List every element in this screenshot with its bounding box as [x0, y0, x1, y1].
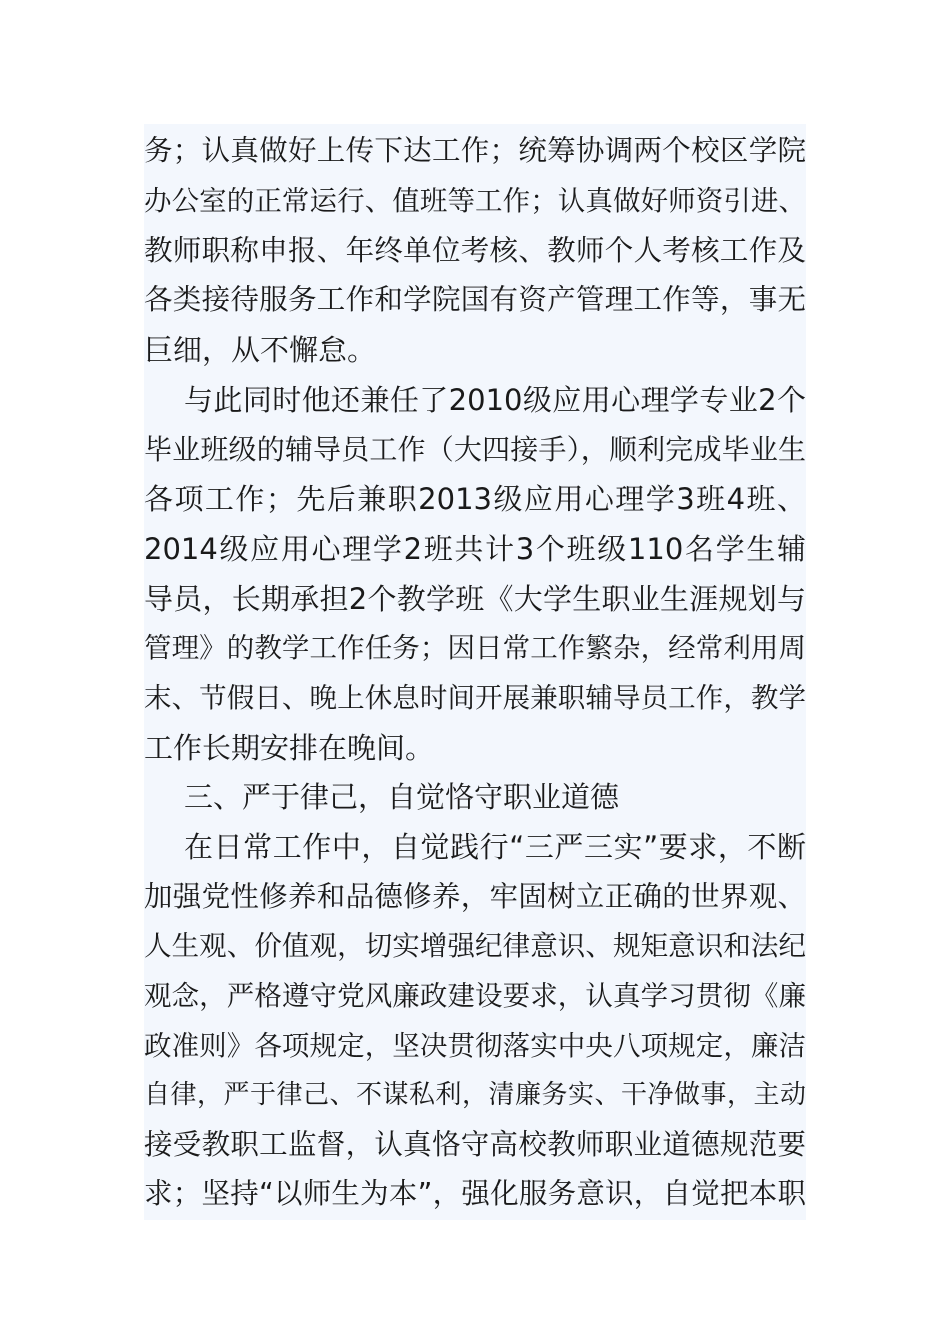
text-line: 政准则》各项规定，坚决贯彻落实中央八项规定，廉洁	[144, 1030, 806, 1062]
text-line: 末、节假日、晚上休息时间开展兼职辅导员工作，教学	[144, 682, 806, 714]
text-line: 接受教职工监督，认真恪守高校教师职业道德规范要	[144, 1128, 806, 1161]
text-line: 管理》的教学工作任务；因日常工作繁杂，经常利用周	[144, 632, 806, 664]
text-line: 自律，严于律己、不谋私利，清廉务实、干净做事，主动	[144, 1080, 806, 1110]
section-heading: 三、严于律己，自觉恪守职业道德	[184, 780, 620, 814]
text-line: 毕业班级的辅导员工作（大四接手），顺利完成毕业生	[144, 433, 806, 466]
text-line: 求；坚持“以师生为本”，强化服务意识，自觉把本职	[144, 1177, 806, 1210]
text-line: 导员，长期承担2个教学班《大学生职业生涯规划与	[144, 582, 806, 616]
text-line: 巨细，从不懈怠。	[144, 333, 377, 367]
text-line: 观念，严格遵守党风廉政建设要求，认真学习贯彻《廉	[144, 980, 806, 1012]
text-line: 工作长期安排在晚间。	[144, 731, 435, 765]
text-line: 在日常工作中，自觉践行“三严三实”要求，不断	[184, 830, 806, 864]
text-line: 2014级应用心理学2班共计3个班级110名学生辅	[144, 532, 806, 566]
text-line: 各项工作；先后兼职2013级应用心理学3班4班、	[144, 482, 806, 516]
text-line: 人生观、价值观，切实增强纪律意识、规矩意识和法纪	[144, 930, 806, 962]
text-line: 加强党性修养和品德修养，牢固树立正确的世界观、	[144, 880, 806, 913]
document-body	[144, 124, 806, 1220]
text-line: 办公室的正常运行、值班等工作；认真做好师资引进、	[144, 185, 806, 217]
text-line: 与此同时他还兼任了2010级应用心理学专业2个	[184, 383, 806, 417]
text-line: 各类接待服务工作和学院国有资产管理工作等，事无	[144, 283, 806, 316]
text-line: 教师职称申报、年终单位考核、教师个人考核工作及	[144, 234, 806, 267]
text-line: 务；认真做好上传下达工作；统筹协调两个校区学院	[144, 134, 806, 167]
